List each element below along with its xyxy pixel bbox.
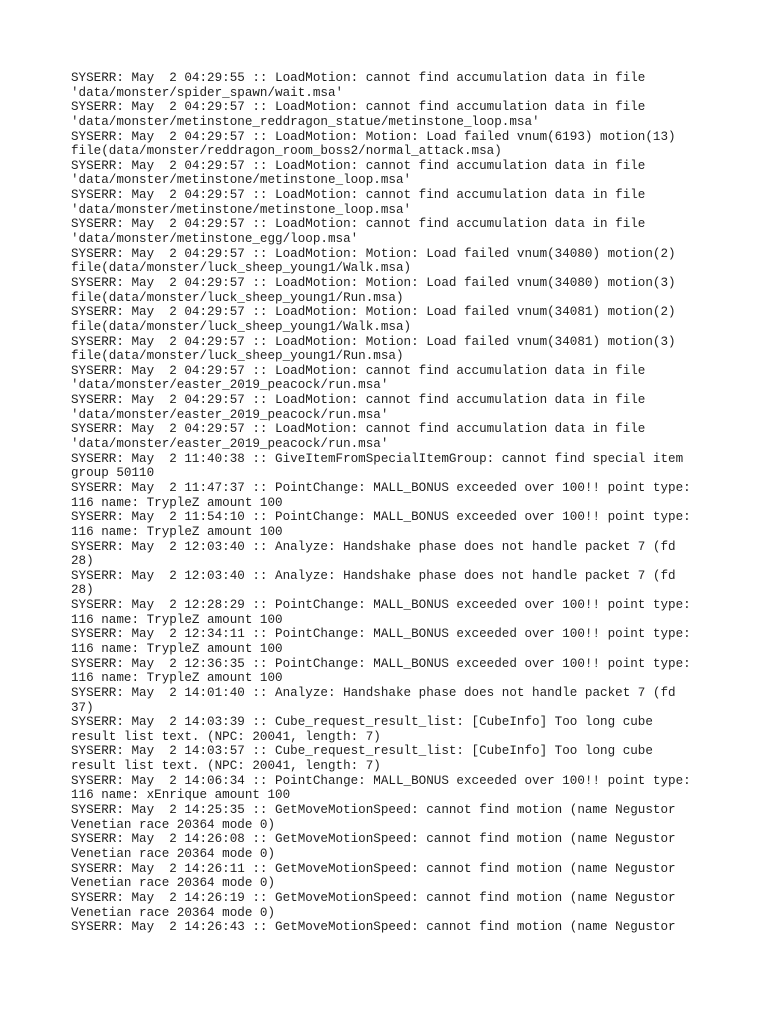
- log-line: 28): [71, 583, 94, 598]
- log-line: 'data/monster/metinstone_egg/loop.msa': [71, 232, 359, 247]
- log-line: SYSERR: May 2 14:25:35 :: GetMoveMotionSpeed: cannot find motion (name Negustor: [71, 803, 676, 818]
- log-line: 116 name: TrypleZ amount 100: [71, 641, 283, 656]
- log-line: file(data/monster/luck_sheep_young1/Run.msa): [71, 349, 404, 364]
- log-line: 116 name: TrypleZ amount 100: [71, 612, 283, 627]
- log-line: SYSERR: May 2 04:29:57 :: LoadMotion: Motion: Load failed vnum(6193) motion(13): [71, 129, 676, 144]
- log-line: SYSERR: May 2 14:06:34 :: PointChange: MALL_BONUS exceeded over 100!! point type:: [71, 773, 691, 788]
- log-line: 116 name: TrypleZ amount 100: [71, 524, 283, 539]
- log-line: SYSERR: May 2 04:29:57 :: LoadMotion: Motion: Load failed vnum(34080) motion(3): [71, 275, 676, 290]
- log-line: SYSERR: May 2 12:03:40 :: Analyze: Handshake phase does not handle packet 7 (fd: [71, 568, 676, 583]
- log-line: SYSERR: May 2 12:03:40 :: Analyze: Handshake phase does not handle packet 7 (fd: [71, 539, 676, 554]
- log-line: SYSERR: May 2 04:29:55 :: LoadMotion: cannot find accumulation data in file: [71, 71, 646, 85]
- log-line: 'data/monster/easter_2019_peacock/run.msa': [71, 407, 389, 422]
- log-line: SYSERR: May 2 14:03:57 :: Cube_request_result_list: [CubeInfo] Too long cube: [71, 744, 653, 759]
- log-line: result list text. (NPC: 20041, length: 7): [71, 759, 381, 774]
- log-line: SYSERR: May 2 04:29:57 :: LoadMotion: cannot find accumulation data in file: [71, 363, 646, 378]
- log-line: Venetian race 20364 mode 0): [71, 846, 276, 861]
- log-line: file(data/monster/luck_sheep_young1/Run.msa): [71, 290, 404, 305]
- log-line: SYSERR: May 2 12:36:35 :: PointChange: MALL_BONUS exceeded over 100!! point type:: [71, 656, 691, 671]
- syserr-log-text: [71, 71, 761, 935]
- log-line: SYSERR: May 2 11:47:37 :: PointChange: MALL_BONUS exceeded over 100!! point type:: [71, 480, 691, 495]
- log-line: 116 name: xEnrique amount 100: [71, 788, 291, 803]
- log-line: SYSERR: May 2 04:29:57 :: LoadMotion: cannot find accumulation data in file: [71, 422, 646, 437]
- log-line: SYSERR: May 2 12:28:29 :: PointChange: MALL_BONUS exceeded over 100!! point type:: [71, 598, 691, 613]
- log-line: SYSERR: May 2 14:26:43 :: GetMoveMotionSpeed: cannot find motion (name Negustor: [71, 920, 676, 935]
- log-line: 'data/monster/metinstone/metinstone_loop.msa': [71, 202, 412, 217]
- log-line: 'data/monster/easter_2019_peacock/run.msa': [71, 378, 389, 393]
- log-line: 116 name: TrypleZ amount 100: [71, 495, 283, 510]
- log-line: SYSERR: May 2 04:29:57 :: LoadMotion: cannot find accumulation data in file: [71, 100, 646, 115]
- log-line: SYSERR: May 2 12:34:11 :: PointChange: MALL_BONUS exceeded over 100!! point type:: [71, 627, 691, 642]
- log-line: 'data/monster/easter_2019_peacock/run.msa': [71, 437, 389, 452]
- log-line: file(data/monster/reddragon_room_boss2/normal_attack.msa): [71, 144, 502, 159]
- log-line: SYSERR: May 2 14:26:11 :: GetMoveMotionSpeed: cannot find motion (name Negustor: [71, 861, 676, 876]
- log-line: 'data/monster/metinstone/metinstone_loop.msa': [71, 173, 412, 188]
- log-line: SYSERR: May 2 04:29:57 :: LoadMotion: cannot find accumulation data in file: [71, 188, 646, 203]
- log-line: group 50110: [71, 466, 155, 481]
- log-line: file(data/monster/luck_sheep_young1/Walk.msa): [71, 319, 412, 334]
- log-line: SYSERR: May 2 04:29:57 :: LoadMotion: Motion: Load failed vnum(34081) motion(3): [71, 334, 676, 349]
- log-line: SYSERR: May 2 11:40:38 :: GiveItemFromSpecialItemGroup: cannot find special item: [71, 451, 684, 466]
- log-line: 116 name: TrypleZ amount 100: [71, 671, 283, 686]
- log-line: SYSERR: May 2 04:29:57 :: LoadMotion: cannot find accumulation data in file: [71, 158, 646, 173]
- log-line: file(data/monster/luck_sheep_young1/Walk.msa): [71, 261, 412, 276]
- log-line: SYSERR: May 2 04:29:57 :: LoadMotion: cannot find accumulation data in file: [71, 393, 646, 408]
- log-line: 'data/monster/metinstone_reddragon_statue/metinstone_loop.msa': [71, 114, 540, 129]
- log-line: SYSERR: May 2 14:26:19 :: GetMoveMotionSpeed: cannot find motion (name Negustor: [71, 890, 676, 905]
- log-line: 'data/monster/spider_spawn/wait.msa': [71, 85, 344, 100]
- log-line: Venetian race 20364 mode 0): [71, 817, 276, 832]
- log-line: Venetian race 20364 mode 0): [71, 905, 276, 920]
- log-line: 37): [71, 700, 94, 715]
- log-line: SYSERR: May 2 11:54:10 :: PointChange: MALL_BONUS exceeded over 100!! point type:: [71, 510, 691, 525]
- log-line: Venetian race 20364 mode 0): [71, 876, 276, 891]
- log-line: 28): [71, 554, 94, 569]
- log-line: SYSERR: May 2 04:29:57 :: LoadMotion: Motion: Load failed vnum(34080) motion(2): [71, 246, 676, 261]
- log-line: result list text. (NPC: 20041, length: 7): [71, 729, 381, 744]
- log-line: SYSERR: May 2 04:29:57 :: LoadMotion: Motion: Load failed vnum(34081) motion(2): [71, 305, 676, 320]
- log-line: SYSERR: May 2 14:01:40 :: Analyze: Handshake phase does not handle packet 7 (fd: [71, 685, 676, 700]
- log-line: SYSERR: May 2 04:29:57 :: LoadMotion: cannot find accumulation data in file: [71, 217, 646, 232]
- log-line: SYSERR: May 2 14:03:39 :: Cube_request_result_list: [CubeInfo] Too long cube: [71, 715, 653, 730]
- log-line: SYSERR: May 2 14:26:08 :: GetMoveMotionSpeed: cannot find motion (name Negustor: [71, 832, 676, 847]
